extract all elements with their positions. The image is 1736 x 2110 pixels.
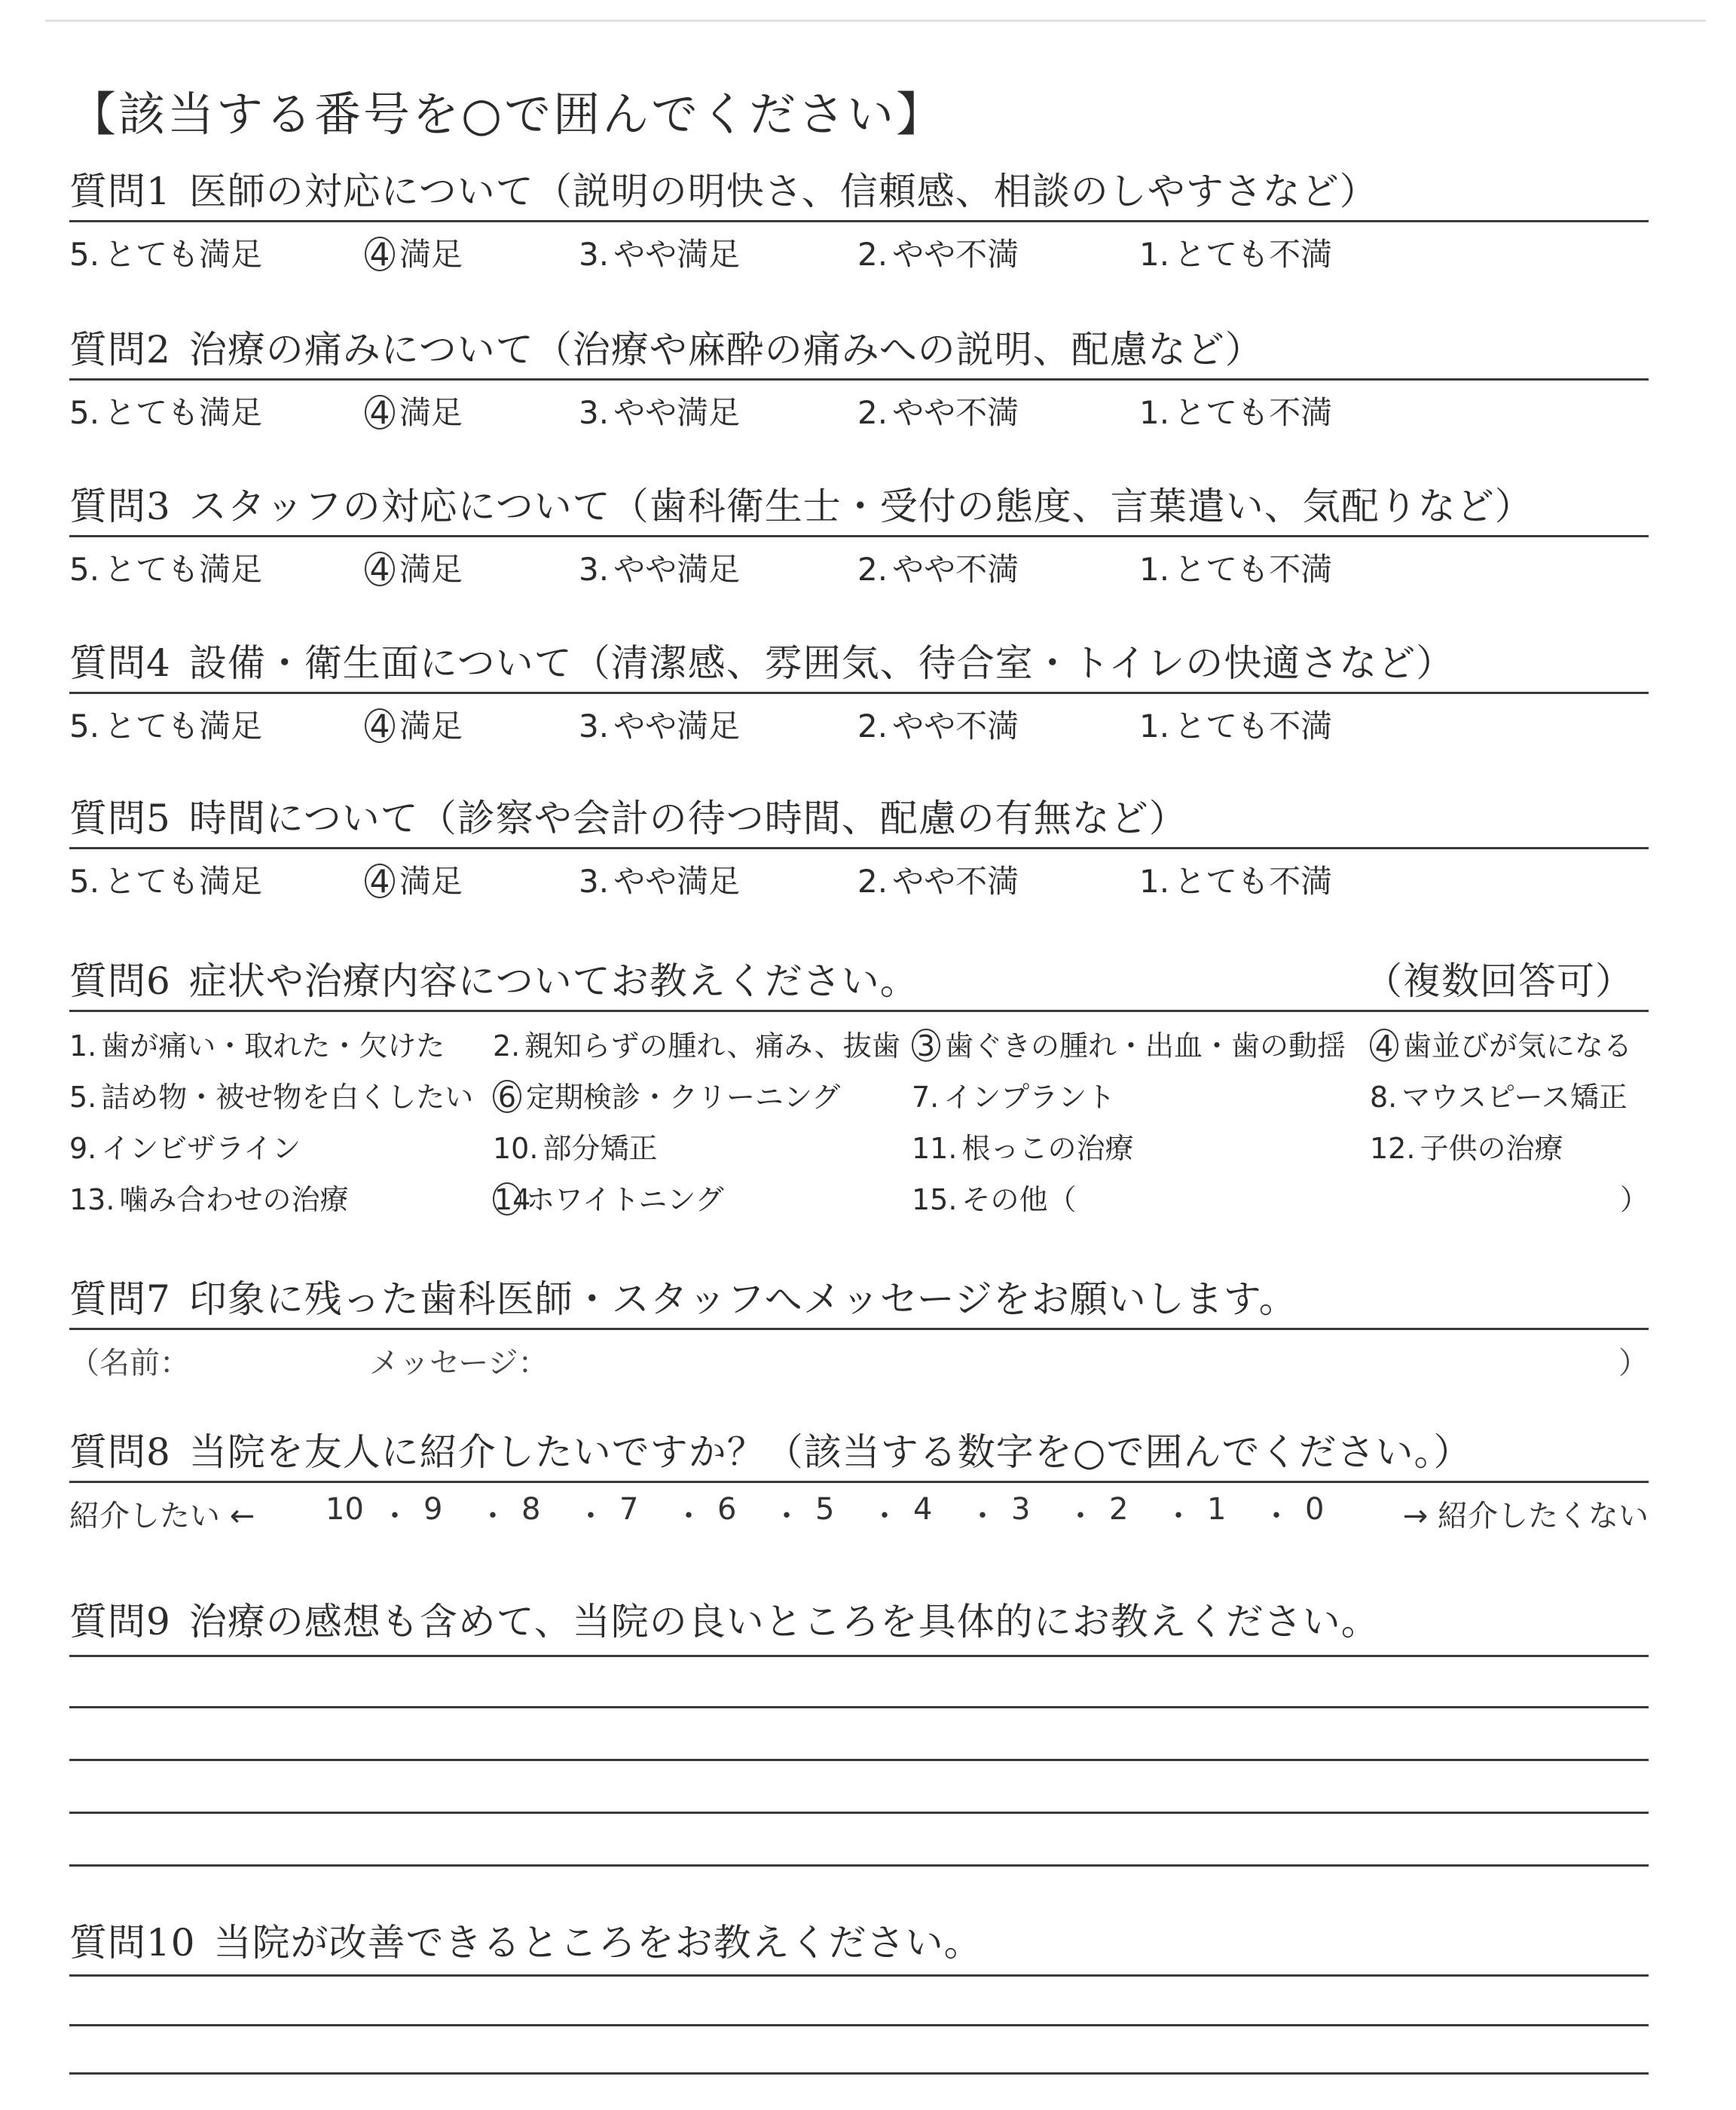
rating-option[interactable]	[1139, 857, 1332, 902]
rating-option[interactable]	[857, 388, 1019, 433]
scale-number[interactable]: 2	[1109, 1492, 1129, 1527]
recommend-scale	[69, 1483, 1649, 1534]
option-number: 11.	[912, 1132, 958, 1165]
scale-separator: ・	[674, 1499, 704, 1534]
option-label: とても満足	[104, 863, 263, 900]
rating-options	[69, 694, 1649, 745]
option-number: 5.	[69, 551, 100, 588]
option-number: 1.	[1139, 863, 1170, 900]
rating-option[interactable]	[579, 702, 740, 747]
question-text: スタッフの対応について（歯科衛生士・受付の態度、言葉遣い、気配りなど）	[188, 485, 1533, 528]
option-label: やや不満	[892, 863, 1019, 900]
recommend-left-label: 紹介したい ←	[69, 1499, 255, 1534]
option-number: 15.	[912, 1183, 958, 1216]
option-label: 歯並びが気になる	[1403, 1029, 1633, 1063]
scale-number[interactable]: 5	[815, 1492, 835, 1527]
rating-options	[69, 537, 1649, 588]
option-number: 3.	[579, 236, 610, 273]
question-1	[69, 167, 1649, 273]
option-number: 3.	[579, 394, 610, 431]
option-number: 3.	[579, 863, 610, 900]
symptom-option[interactable]	[69, 1023, 445, 1064]
symptom-option[interactable]	[69, 1125, 301, 1167]
option-label: やや不満	[892, 394, 1019, 431]
option-label: 定期検診・クリーニング	[526, 1081, 841, 1114]
symptom-option[interactable]	[493, 1176, 724, 1218]
scale-number[interactable]: 0	[1305, 1492, 1325, 1527]
answer-line[interactable]	[69, 1812, 1649, 1814]
question-text: 時間について（診察や会計の待つ時間、配慮の有無など）	[188, 797, 1187, 840]
symptom-option[interactable]	[912, 1176, 1076, 1218]
rating-option[interactable]	[365, 545, 463, 590]
scale-separator: ・	[1261, 1499, 1291, 1534]
question-3	[69, 482, 1649, 588]
rating-option[interactable]	[1139, 702, 1332, 747]
message-row[interactable]	[69, 1330, 1649, 1383]
option-number: 7.	[912, 1081, 940, 1114]
option-label: やや満足	[613, 394, 741, 431]
option-number: 5.	[69, 236, 100, 273]
option-label: とても不満	[1174, 394, 1333, 431]
symptom-option[interactable]	[69, 1074, 473, 1115]
question-number: 質問2	[69, 328, 171, 372]
option-label: やや満足	[613, 236, 741, 273]
circled-number: 6	[493, 1080, 521, 1113]
scale-separator: ・	[380, 1499, 410, 1534]
option-label: ホワイトニング	[526, 1183, 724, 1216]
option-number: 1.	[1139, 551, 1170, 588]
rating-option[interactable]	[1139, 545, 1332, 590]
option-label: 子供の治療	[1420, 1132, 1563, 1165]
question-number: 質問3	[69, 485, 171, 528]
option-number: 2.	[857, 863, 888, 900]
option-number: 9.	[69, 1132, 97, 1165]
rating-option[interactable]	[579, 230, 740, 275]
page-title: 【該当する番号を○で囲んでください】	[69, 87, 946, 142]
scale-separator: ・	[1065, 1499, 1096, 1534]
option-number: 3.	[579, 708, 610, 745]
question-number: 質問1	[69, 170, 171, 213]
circled-number: 3	[912, 1029, 940, 1062]
close-paren: ）	[1618, 1346, 1649, 1381]
rating-options	[69, 849, 1649, 900]
rating-option[interactable]	[69, 545, 262, 590]
option-label: 満足	[399, 708, 463, 745]
question-number: 質問5	[69, 797, 171, 840]
circled-number: 4	[365, 237, 395, 271]
name-label: （名前：	[69, 1346, 190, 1381]
option-label: やや満足	[613, 863, 741, 900]
rating-option[interactable]	[857, 857, 1019, 902]
question-9	[69, 1598, 1649, 1646]
scale-number[interactable]: 4	[913, 1492, 933, 1527]
option-number: 2.	[857, 551, 888, 588]
symptom-option[interactable]	[1370, 1074, 1628, 1115]
option-label: とても満足	[104, 708, 263, 745]
multiple-answers-note: （複数回答可）	[1365, 959, 1634, 1003]
scale-number[interactable]: 1	[1207, 1492, 1227, 1527]
answer-line[interactable]	[69, 1655, 1649, 1657]
rating-option[interactable]	[69, 230, 262, 275]
symptom-option[interactable]	[912, 1125, 1133, 1167]
option-label: 満足	[399, 236, 463, 273]
option-number: 1.	[69, 1029, 97, 1063]
scale-number[interactable]: 10	[326, 1492, 364, 1527]
scale-separator: ・	[772, 1499, 802, 1534]
rating-option[interactable]	[579, 545, 740, 590]
scale-number[interactable]: 9	[423, 1492, 443, 1527]
option-label: マウスピース矯正	[1401, 1081, 1628, 1114]
question-number: 質問9	[69, 1600, 171, 1644]
question-6	[69, 957, 1649, 1231]
option-label: 満足	[399, 863, 463, 900]
scale-separator: ・	[1163, 1499, 1194, 1534]
option-number: 5.	[69, 863, 100, 900]
question-text: 当院を友人に紹介したいですか？（該当する数字を○で囲んでください。）	[188, 1430, 1472, 1474]
option-label: 親知らずの腫れ、痛み、抜歯	[524, 1029, 900, 1063]
question-text: 治療の痛みについて（治療や麻酔の痛みへの説明、配慮など）	[188, 328, 1264, 372]
rating-option[interactable]	[365, 702, 463, 747]
rating-option[interactable]	[69, 857, 262, 902]
option-number: 8.	[1370, 1081, 1398, 1114]
symptom-option[interactable]	[69, 1176, 348, 1218]
scale-number[interactable]: 7	[619, 1492, 639, 1527]
option-label: 満足	[399, 551, 463, 588]
rating-option[interactable]	[857, 702, 1019, 747]
option-label: とても不満	[1174, 708, 1333, 745]
rating-option[interactable]	[579, 857, 740, 902]
option-label: 歯ぐきの腫れ・出血・歯の動揺	[945, 1029, 1346, 1063]
question-text: 症状や治療内容についてお教えください。	[188, 959, 918, 1003]
option-number: 2.	[857, 394, 888, 431]
rating-options	[69, 381, 1649, 431]
question-number: 質問6	[69, 959, 171, 1003]
question-text: 印象に残った歯科医師・スタッフへメッセージをお願いします。	[188, 1277, 1297, 1321]
question-2	[69, 326, 1649, 431]
option-label: やや満足	[613, 551, 741, 588]
scale-separator: ・	[870, 1499, 900, 1534]
symptom-options	[69, 1012, 1649, 1231]
question-text: 治療の感想も含めて、当院の良いところを具体的にお教えください。	[188, 1600, 1380, 1644]
rating-option[interactable]	[579, 388, 740, 433]
option-label: やや不満	[892, 708, 1019, 745]
question-4	[69, 639, 1649, 745]
option-number: 5.	[69, 394, 100, 431]
question-5	[69, 794, 1649, 900]
option-label: やや満足	[613, 708, 741, 745]
question-text: 医師の対応について（説明の明快さ、信頼感、相談のしやすさなど）	[188, 170, 1378, 213]
question-number: 質問7	[69, 1277, 171, 1321]
symptom-option[interactable]	[912, 1023, 1346, 1064]
circled-number: 14	[494, 1183, 531, 1216]
answer-line[interactable]	[69, 1759, 1649, 1761]
scan-top-edge	[45, 20, 1706, 22]
close-paren: ）	[1619, 1183, 1649, 1216]
scale-separator: ・	[576, 1499, 606, 1534]
option-label: とても不満	[1174, 551, 1333, 588]
option-label: 根っこの治療	[961, 1132, 1134, 1165]
message-label: メッセージ：	[369, 1346, 549, 1381]
option-label: 詰め物・被せ物を白くしたい	[101, 1081, 474, 1114]
option-number: 1.	[1139, 394, 1170, 431]
question-text: 当院が改善できるところをお教えください。	[213, 1921, 983, 1965]
answer-line[interactable]	[69, 1864, 1649, 1867]
answer-line[interactable]	[69, 1706, 1649, 1708]
option-label: とても満足	[104, 551, 263, 588]
question-number: 質問10	[69, 1921, 196, 1965]
symptom-option[interactable]	[912, 1074, 1115, 1115]
option-number: 2.	[493, 1029, 521, 1063]
question-number: 質問8	[69, 1430, 171, 1474]
symptom-option[interactable]	[493, 1074, 840, 1115]
question-7	[69, 1275, 1649, 1383]
rating-option[interactable]	[69, 388, 262, 433]
rating-options	[69, 222, 1649, 273]
circled-number: 4	[365, 395, 395, 430]
option-label: その他（	[961, 1183, 1077, 1216]
option-label: とても満足	[104, 394, 263, 431]
rating-option[interactable]	[857, 545, 1019, 590]
symptom-option[interactable]	[493, 1125, 657, 1167]
option-label: とても不満	[1174, 236, 1333, 273]
scale-number[interactable]: 6	[717, 1492, 737, 1527]
question-number: 質問4	[69, 641, 171, 685]
rating-option[interactable]	[69, 702, 262, 747]
option-number: 1.	[1139, 236, 1170, 273]
option-label: 噛み合わせの治療	[119, 1183, 349, 1216]
option-label: やや不満	[892, 236, 1019, 273]
scale-number[interactable]: 8	[521, 1492, 541, 1527]
circled-number: 4	[1370, 1029, 1398, 1062]
option-label: インビザライン	[101, 1132, 301, 1165]
answer-line[interactable]	[69, 2024, 1649, 2026]
option-number: 12.	[1370, 1132, 1416, 1165]
option-number: 3.	[579, 551, 610, 588]
recommend-right-label: → 紹介したくない	[1402, 1499, 1649, 1534]
option-label: インプラント	[943, 1081, 1116, 1114]
option-number: 5.	[69, 1081, 97, 1114]
circled-number: 4	[365, 708, 395, 743]
scale-separator: ・	[478, 1499, 508, 1534]
option-number: 2.	[857, 708, 888, 745]
symptom-option[interactable]	[1370, 1125, 1563, 1167]
rating-option[interactable]	[365, 230, 463, 275]
rating-option[interactable]	[1139, 388, 1332, 433]
option-label: 部分矯正	[542, 1132, 658, 1165]
option-label: やや不満	[892, 551, 1019, 588]
answer-line[interactable]	[69, 2072, 1649, 2075]
rating-option[interactable]	[365, 388, 463, 433]
option-number: 5.	[69, 708, 100, 745]
symptom-option[interactable]	[1370, 1023, 1632, 1064]
option-label: 満足	[399, 394, 463, 431]
circled-number: 4	[365, 864, 395, 898]
scale-separator: ・	[967, 1499, 998, 1534]
option-number: 10.	[493, 1132, 539, 1165]
rating-option[interactable]	[857, 230, 1019, 275]
option-label: 歯が痛い・取れた・欠けた	[101, 1029, 445, 1063]
option-number: 13.	[69, 1183, 115, 1216]
rating-option[interactable]	[365, 857, 463, 902]
question-8	[69, 1428, 1649, 1534]
rating-option[interactable]	[1139, 230, 1332, 275]
option-label: とても不満	[1174, 863, 1333, 900]
question-text: 設備・衛生面について（清潔感、雰囲気、待合室・トイレの快適さなど）	[188, 641, 1455, 685]
option-number: 1.	[1139, 708, 1170, 745]
question-10	[69, 1919, 1649, 1967]
symptom-option[interactable]	[493, 1023, 900, 1064]
circled-number: 4	[365, 552, 395, 586]
scale-number[interactable]: 3	[1011, 1492, 1031, 1527]
answer-line[interactable]	[69, 1974, 1649, 1977]
option-label: とても満足	[104, 236, 263, 273]
option-number: 2.	[857, 236, 888, 273]
